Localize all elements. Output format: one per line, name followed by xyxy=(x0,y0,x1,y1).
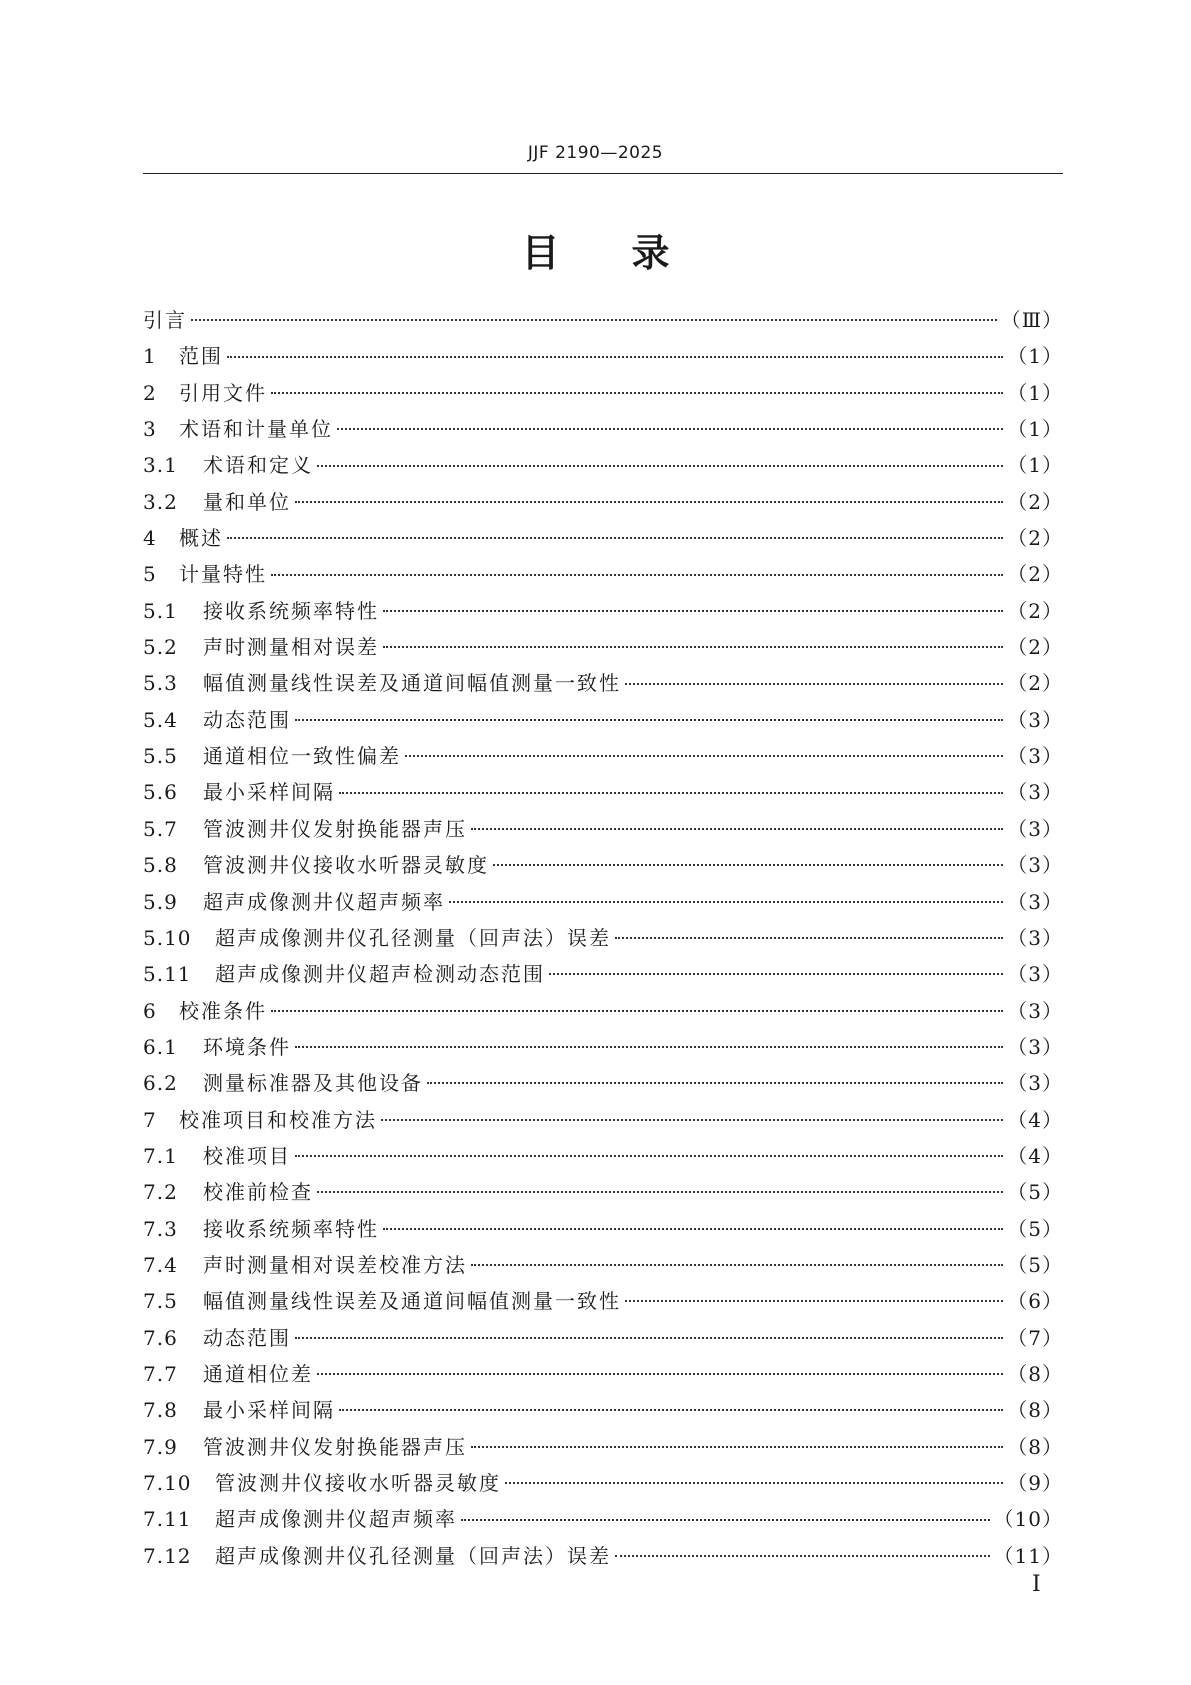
toc-entry-number: 7.5 xyxy=(143,1289,178,1314)
toc-entry-page: （4） xyxy=(1007,1107,1063,1132)
toc-entry-page: （5） xyxy=(1007,1252,1063,1277)
toc-dot-leader xyxy=(295,1337,1003,1339)
toc-entry-title: 幅值测量线性误差及通道间幅值测量一致性 xyxy=(203,671,621,696)
toc-entry-title: 校准条件 xyxy=(179,998,267,1023)
toc-entry-page: （10） xyxy=(993,1507,1063,1532)
toc-entry-title: 超声成像测井仪孔径测量（回声法）误差 xyxy=(215,925,611,950)
toc-entry[interactable] xyxy=(143,956,1063,992)
toc-entry-number: 7.6 xyxy=(143,1325,178,1350)
toc-entry-number: 5.5 xyxy=(143,744,178,769)
toc-entry-number: 7.7 xyxy=(143,1361,178,1386)
toc-dot-leader xyxy=(295,719,1003,721)
toc-entry-number: 7.10 xyxy=(143,1471,192,1495)
toc-entry-number: 5.6 xyxy=(143,780,178,805)
toc-dot-leader xyxy=(449,901,1003,903)
toc-dot-leader xyxy=(271,574,1003,576)
toc-entry[interactable] xyxy=(143,738,1063,774)
toc-entry[interactable] xyxy=(143,702,1063,738)
toc-entry-page: （3） xyxy=(1007,962,1063,987)
toc-entry-page: （3） xyxy=(1007,744,1063,769)
toc-entry-page: （1） xyxy=(1007,344,1063,369)
toc-entry-number: 6.2 xyxy=(143,1071,178,1096)
toc-dot-leader xyxy=(317,1191,1003,1193)
toc-entry-number: 7.4 xyxy=(143,1252,178,1277)
toc-entry-number: 7.11 xyxy=(143,1507,192,1532)
toc-entry-title: 术语和计量单位 xyxy=(179,417,333,442)
toc-entry[interactable] xyxy=(143,1429,1063,1465)
toc-entry-title: 声时测量相对误差 xyxy=(203,635,379,660)
toc-entry-title: 管波测井仪发射换能器声压 xyxy=(203,1434,467,1459)
toc-entry[interactable] xyxy=(143,1501,1063,1537)
toc-entry-page: （2） xyxy=(1007,598,1063,623)
toc-entry-page: （2） xyxy=(1007,489,1063,514)
toc-dot-leader xyxy=(625,683,1003,685)
toc-entry[interactable] xyxy=(143,1320,1063,1356)
toc-entry[interactable] xyxy=(143,556,1063,592)
toc-dot-leader xyxy=(227,356,1003,358)
toc-entry-number: 7.2 xyxy=(143,1180,178,1205)
toc-dot-leader xyxy=(227,537,1003,539)
toc-entry-page: （4） xyxy=(1007,1143,1063,1168)
toc-entry-title: 超声成像测井仪超声频率 xyxy=(215,1507,457,1532)
toc-entry[interactable] xyxy=(143,629,1063,665)
toc-entry-title: 引用文件 xyxy=(179,380,267,405)
toc-entry-number: 4 xyxy=(143,526,157,551)
toc-entry[interactable] xyxy=(143,520,1063,556)
toc-entry[interactable] xyxy=(143,1211,1063,1247)
toc-entry[interactable] xyxy=(143,1356,1063,1392)
toc-entry[interactable] xyxy=(143,447,1063,483)
toc-entry-number: 5.10 xyxy=(143,925,192,950)
toc-entry-title: 校准项目 xyxy=(203,1143,291,1168)
toc-entry-number: 2 xyxy=(143,380,157,405)
toc-dot-leader xyxy=(615,1555,990,1557)
toc-entry-title: 环境条件 xyxy=(203,1034,291,1059)
toc-dot-leader xyxy=(549,973,1003,975)
toc-dot-leader xyxy=(471,828,1003,830)
toc-entry-number: 5 xyxy=(143,562,157,587)
toc-entry[interactable] xyxy=(143,1247,1063,1283)
toc-dot-leader xyxy=(339,792,1003,794)
toc-entry-number: 5.7 xyxy=(143,816,178,841)
toc-dot-leader xyxy=(191,319,997,321)
toc-entry-title: 超声成像测井仪超声检测动态范围 xyxy=(215,962,545,987)
toc-dot-leader xyxy=(271,392,1003,394)
toc-entry-number: 7.12 xyxy=(143,1543,192,1568)
toc-dot-leader xyxy=(317,1373,1003,1375)
page-number: I xyxy=(1032,1572,1041,1597)
toc-entry-page: （8） xyxy=(1007,1434,1063,1459)
toc-dot-leader xyxy=(383,1228,1003,1230)
toc-dot-leader xyxy=(337,428,1003,430)
toc-entry-page: （1） xyxy=(1007,453,1063,478)
toc-entry-title: 通道相位差 xyxy=(203,1361,313,1386)
toc-entry-title: 超声成像测井仪超声频率 xyxy=(203,889,445,914)
toc-entry[interactable] xyxy=(143,1029,1063,1065)
toc-entry-page: （1） xyxy=(1007,380,1063,405)
toc-entry-page: （5） xyxy=(1007,1180,1063,1205)
toc-dot-leader xyxy=(317,465,1003,467)
toc-dot-leader xyxy=(339,1409,1003,1411)
toc-entry[interactable] xyxy=(143,1138,1063,1174)
toc-entry-title: 术语和定义 xyxy=(203,453,313,478)
toc-dot-leader xyxy=(383,610,1003,612)
toc-entry-number: 3.2 xyxy=(143,489,178,514)
title-char-1: 目 xyxy=(521,231,560,275)
toc-dot-leader xyxy=(383,646,1003,648)
toc-entry[interactable] xyxy=(143,847,1063,883)
toc-entry-title: 概述 xyxy=(179,526,223,551)
toc-entry-page: （3） xyxy=(1007,1071,1063,1096)
page-title xyxy=(0,222,1191,277)
toc-entry-page: （2） xyxy=(1007,562,1063,587)
toc-entry-title: 接收系统频率特性 xyxy=(203,598,379,623)
toc-entry-number: 3.1 xyxy=(143,453,178,478)
toc-entry-page: （11） xyxy=(993,1543,1063,1568)
toc-entry-title: 管波测井仪发射换能器声压 xyxy=(203,816,467,841)
toc-entry-title: 接收系统频率特性 xyxy=(203,1216,379,1241)
toc-entry-number: 7.8 xyxy=(143,1398,178,1423)
toc-entry[interactable] xyxy=(143,665,1063,701)
toc-entry-title: 校准项目和校准方法 xyxy=(179,1107,377,1132)
toc-entry-page: （3） xyxy=(1007,816,1063,841)
toc-entry[interactable] xyxy=(143,338,1063,374)
toc-entry-number: 6.1 xyxy=(143,1034,178,1059)
toc-dot-leader xyxy=(295,1046,1003,1048)
toc-entry-number: 5.3 xyxy=(143,671,178,696)
toc-entry-number: 5.9 xyxy=(143,889,178,914)
toc-entry-title: 动态范围 xyxy=(203,707,291,732)
toc-entry-page: （9） xyxy=(1007,1471,1063,1495)
toc-entry[interactable] xyxy=(143,1538,1063,1574)
toc-entry-page: （6） xyxy=(1007,1289,1063,1314)
toc-entry-page: （8） xyxy=(1007,1398,1063,1423)
toc-entry-title: 最小采样间隔 xyxy=(203,1398,335,1423)
toc-entry-number: 1 xyxy=(143,344,157,369)
toc-entry[interactable] xyxy=(143,484,1063,520)
toc-entry-title: 测量标准器及其他设备 xyxy=(203,1071,423,1096)
toc-dot-leader xyxy=(295,1155,1003,1157)
toc-entry[interactable] xyxy=(143,411,1063,447)
toc-entry-page: （3） xyxy=(1007,780,1063,805)
toc-dot-leader xyxy=(615,937,1003,939)
toc-entry-page: （2） xyxy=(1007,671,1063,696)
toc-dot-leader xyxy=(471,1446,1003,1448)
toc-entry-page: （5） xyxy=(1007,1216,1063,1241)
toc-entry-title: 校准前检查 xyxy=(203,1180,313,1205)
toc-entry-page: （3） xyxy=(1007,707,1063,732)
toc-entry[interactable] xyxy=(143,1465,1063,1501)
toc-entry-page: （7） xyxy=(1007,1325,1063,1350)
toc-entry-title: 声时测量相对误差校准方法 xyxy=(203,1252,467,1277)
toc-entry-number: 3 xyxy=(143,417,157,442)
toc-entry-page: （3） xyxy=(1007,853,1063,878)
toc-dot-leader xyxy=(461,1519,990,1521)
toc-entry[interactable] xyxy=(143,774,1063,810)
toc-entry-page: （2） xyxy=(1007,526,1063,551)
toc-entry[interactable] xyxy=(143,375,1063,411)
toc-entry-title: 管波测井仪接收水听器灵敏度 xyxy=(215,1471,501,1495)
toc-entry-number: 5.11 xyxy=(143,962,192,987)
toc-entry-page: （3） xyxy=(1007,998,1063,1023)
toc-entry-page: （3） xyxy=(1007,889,1063,914)
table-of-contents xyxy=(143,302,1063,1574)
toc-entry-number: 7.9 xyxy=(143,1434,178,1459)
toc-dot-leader xyxy=(505,1482,1003,1484)
toc-entry-number: 6 xyxy=(143,998,157,1023)
toc-entry-page: （3） xyxy=(1007,925,1063,950)
toc-entry-number: 5.4 xyxy=(143,707,178,732)
toc-entry-page: （Ⅲ） xyxy=(1000,308,1063,332)
toc-entry[interactable] xyxy=(143,1174,1063,1210)
toc-entry[interactable] xyxy=(143,1065,1063,1101)
toc-entry-page: （1） xyxy=(1007,417,1063,442)
toc-entry-title: 范围 xyxy=(179,344,223,369)
toc-dot-leader xyxy=(405,755,1003,757)
toc-entry-title: 通道相位一致性偏差 xyxy=(203,744,401,769)
document-code: JJF 2190—2025 xyxy=(527,143,664,163)
toc-entry[interactable] xyxy=(143,920,1063,956)
toc-entry[interactable] xyxy=(143,1102,1063,1138)
toc-entry-number: 5.1 xyxy=(143,598,178,623)
toc-entry-title: 引言 xyxy=(143,308,187,332)
toc-entry[interactable] xyxy=(143,1283,1063,1319)
toc-entry-title: 管波测井仪接收水听器灵敏度 xyxy=(203,853,489,878)
toc-entry-title: 计量特性 xyxy=(179,562,267,587)
title-char-2: 录 xyxy=(631,231,670,275)
toc-entry-page: （3） xyxy=(1007,1034,1063,1059)
toc-entry-title: 动态范围 xyxy=(203,1325,291,1350)
toc-entry-title: 最小采样间隔 xyxy=(203,780,335,805)
toc-entry-number: 7.3 xyxy=(143,1216,178,1241)
header-rule xyxy=(143,173,1063,174)
toc-dot-leader xyxy=(493,864,1003,866)
toc-dot-leader xyxy=(381,1119,1003,1121)
toc-entry-page: （8） xyxy=(1007,1361,1063,1386)
toc-entry-title: 幅值测量线性误差及通道间幅值测量一致性 xyxy=(203,1289,621,1314)
toc-entry-number: 7 xyxy=(143,1107,157,1132)
toc-entry[interactable] xyxy=(143,1392,1063,1428)
toc-entry-title: 超声成像测井仪孔径测量（回声法）误差 xyxy=(215,1543,611,1568)
toc-entry[interactable] xyxy=(143,811,1063,847)
toc-entry[interactable] xyxy=(143,993,1063,1029)
toc-entry-number: 5.2 xyxy=(143,635,178,660)
toc-dot-leader xyxy=(471,1264,1003,1266)
toc-dot-leader xyxy=(295,501,1003,503)
toc-dot-leader xyxy=(625,1300,1003,1302)
toc-entry[interactable] xyxy=(143,884,1063,920)
toc-entry[interactable] xyxy=(143,593,1063,629)
toc-entry-number: 5.8 xyxy=(143,853,178,878)
toc-entry-page: （2） xyxy=(1007,635,1063,660)
toc-entry-title: 量和单位 xyxy=(203,489,291,514)
toc-entry[interactable] xyxy=(143,302,1063,338)
toc-dot-leader xyxy=(271,1010,1003,1012)
toc-dot-leader xyxy=(427,1082,1003,1084)
toc-entry-number: 7.1 xyxy=(143,1143,178,1168)
